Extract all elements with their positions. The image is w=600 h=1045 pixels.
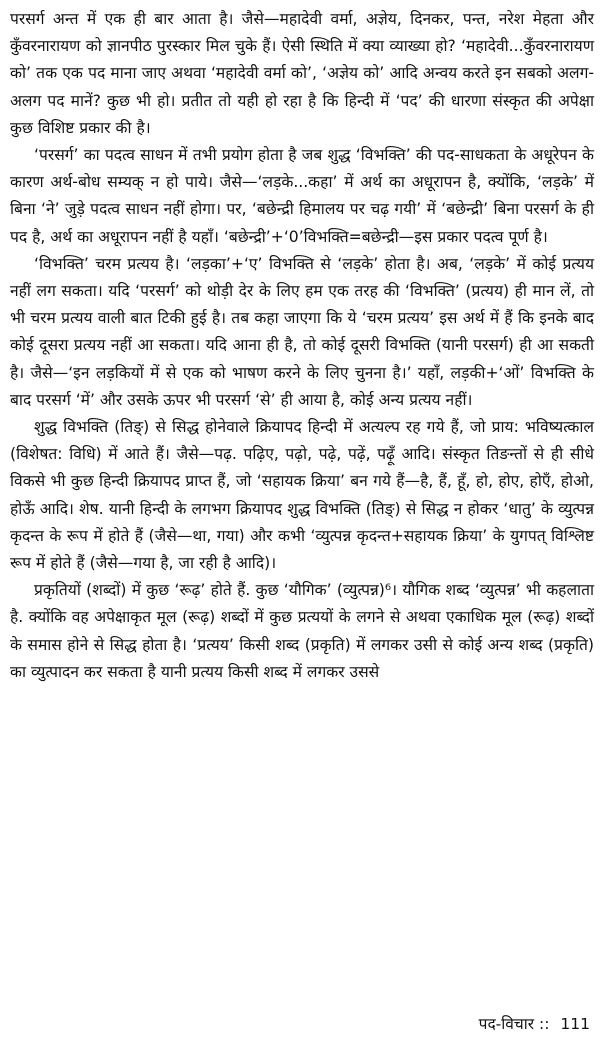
footer-section-title: पद-विचार :: xyxy=(478,1015,550,1033)
paragraph-2: ‘परसर्ग’ का पदत्व साधन में तभी प्रयोग होता है जब शुद्ध ‘विभक्ति’ की पद-साधकता के अधूरेपन के कारण अर्थ-बोध सम्यक् न हो पाये। जैसे—‘लड़के...कहा’ में अर्थ का अधूरापन है, क्योंकि, ‘लड़के’ में बिना ‘ने’ जुड़े पदत्व साधन नहीं होगा। पर, ‘बछेन्द्री हिमालय पर चढ़ गयी’ में ‘बछेन्द्री’ बिना परसर्ग के ही पद है, अर्थ का अधूरापन नहीं है यहाँ। ‘बछेन्द्री’+‘0’विभक्ति=बछेन्द्री—इस प्रकार पदत्व पूर्ण है। xyxy=(10,146,594,246)
page-number: 111 xyxy=(560,1015,590,1033)
running-footer xyxy=(479,1012,590,1034)
paragraph-3: ‘विभक्ति’ चरम प्रत्यय है। ‘लड़का’+‘ए’ विभक्ति से ‘लड़के’ होता है। अब, ‘लड़के’ में कोई प्रत्यय नहीं लग सकता। यदि ‘परसर्ग’ को थोड़ी देर के लिए हम एक तरह की ‘विभक्ति’ (प्रत्यय) ही मान लें, तो भी चरम प्रत्यय वाली बात टिकी हुई है। तब कहा जाएगा कि ये ‘चरम प्रत्यय’ इस अर्थ में हैं कि इनके बाद कोई दूसरा प्रत्यय नहीं आ सकता। यदि आना ही है, तो कोई दूसरी विभक्ति (यानी परसर्ग) ही आ सकती है। जैसे—‘इन लड़कियों में से एक को भाषण करने के लिए चुनना है।’ यहाँ, लड़की+‘ओं’ विभक्ति के बाद परसर्ग ‘में’ और उसके ऊपर भी परसर्ग ‘से’ ही आया है, कोई अन्य प्रत्यय नहीं। xyxy=(10,254,594,409)
paragraph-1: परसर्ग अन्त में एक ही बार आता है। जैसे—महादेवी वर्मा, अज्ञेय, दिनकर, पन्त, नरेश मेहता और कुँवरनारायण को ज्ञानपीठ पुरस्कार मिल चुके हैं। ऐसी स्थिति में क्या व्याख्या हो? ‘महादेवी...कुँवरनारायण को’ तक एक पद माना जाए अथवा ‘महादेवी वर्मा को’, ‘अज्ञेय को’ आदि अन्वय करते इन सबको अलग-अलग पद मानें? कुछ भी हो। प्रतीत तो यही हो रहा है कि हिन्दी में ‘पद’ की धारणा संस्कृत की अपेक्षा कुछ विशिष्ट प्रकार की है। xyxy=(10,10,594,137)
paragraph-5: प्रकृतियों (शब्दों) में कुछ ‘रूढ़’ होते हैं. कुछ ‘यौगिक’ (व्युत्पन्न)⁶। यौगिक शब्द ‘व्युत्पन्न’ भी कहलाता है. क्योंकि वह अपेक्षाकृत मूल (रूढ़) शब्दों में कुछ प्रत्ययों के लगने से अथवा एकाधिक मूल (रूढ़) शब्दों के समास होने से सिद्ध होता है। ‘प्रत्यय’ किसी शब्द (प्रकृति) में लगकर उसी से कोई अन्य शब्द (प्रकृति) का व्युत्पादन कर सकता है यानी प्रत्यय किसी शब्द में लगकर उससे xyxy=(10,581,594,681)
page-body xyxy=(10,6,594,686)
paragraph-4: शुद्ध विभक्ति (तिङ्) से सिद्ध होनेवाले क्रियापद हिन्दी में अत्यल्प रह गये हैं, जो प्राय: भविष्यत्काल (विशेषत: विधि) में आते हैं। जैसे—पढ़. पढ़िए, पढ़ो, पढ़े, पढ़ें, पढ़ूँ आदि। संस्कृत तिङन्तों से ही सीधे विकसे भी कुछ हिन्दी क्रियापद प्राप्त हैं, जो ‘सहायक क्रिया’ बन गये हैं—है, हैं, हूँ, हो, होए, होएँ, होओ, होऊँ आदि। शेष. यानी हिन्दी के लगभग क्रियापद शुद्ध विभक्ति (तिङ्) से सिद्ध न होकर ‘धातु’ के व्युत्पन्न कृदन्त के रूप में होते हैं (जैसे—था, गया) और कभी ‘व्युत्पन्न कृदन्त+सहायक क्रिया’ के युगपत् विश्लिष्ट रूप में होते हैं (जैसे—गया है, जा रही है आदि)। xyxy=(10,418,594,573)
book-page xyxy=(10,6,594,1036)
